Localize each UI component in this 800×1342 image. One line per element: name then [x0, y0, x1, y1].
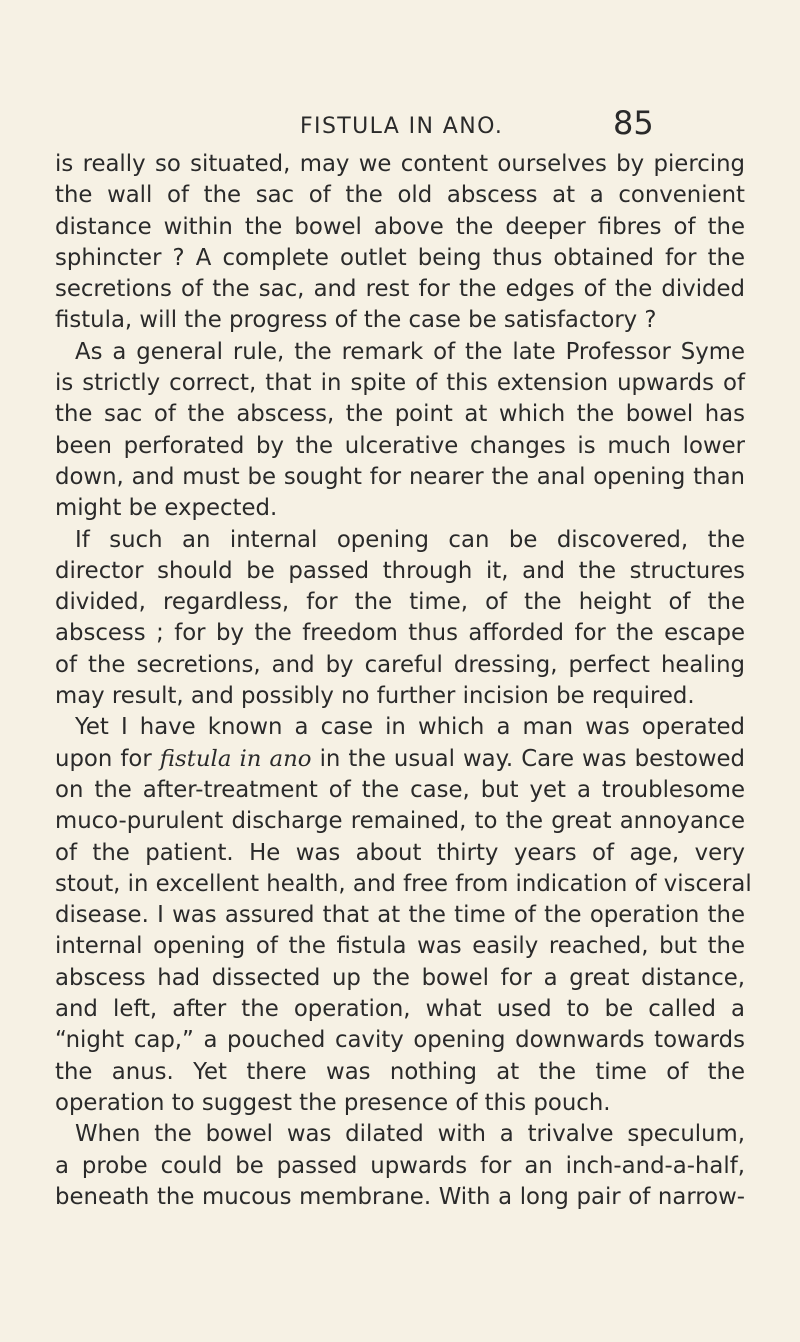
- text-line: secretions of the sac, and rest for the edges of the divided: [55, 276, 745, 303]
- text-line: divided, regardless, for the time, of the height of the: [55, 589, 745, 616]
- text-line: muco-purulent discharge remained, to the great annoyance: [55, 808, 745, 835]
- text-line: the sac of the abscess, the point at which the bowel has: [55, 401, 745, 428]
- text-line: the wall of the sac of the old abscess at a convenient: [55, 182, 745, 209]
- text-line: beneath the mucous membrane. With a long pair of narrow-: [55, 1183, 745, 1210]
- text-line: “night cap,” a pouched cavity opening downwards towards: [55, 1027, 745, 1054]
- text-line: been perforated by the ulcerative changes is much lower: [55, 432, 745, 459]
- text-line: distance within the bowel above the deeper fibres of the: [55, 213, 745, 240]
- text-line: fistula, will the progress of the case be satisfactory ?: [55, 307, 657, 334]
- text-line: is really so situated, may we content ourselves by piercing: [55, 151, 745, 177]
- text-line: the anus. Yet there was nothing at the time of the: [55, 1058, 745, 1085]
- text-line-mixed: [55, 744, 745, 775]
- text-fragment: in the usual way. Care was bestowed: [319, 745, 745, 772]
- text-line: of the secretions, and by careful dressing, perfect healing: [55, 651, 745, 678]
- text-line: disease. I was assured that at the time of the operation the: [55, 902, 745, 929]
- text-line: internal opening of the fistula was easily reached, but the: [55, 933, 745, 960]
- text-line: director should be passed through it, and the structures: [55, 557, 745, 584]
- text-line: is strictly correct, that in spite of this extension upwards of: [55, 370, 745, 397]
- text-line: When the bowel was dilated with a trivalve speculum,: [75, 1121, 745, 1148]
- latin-phrase: fistula in ano: [159, 745, 312, 772]
- text-line: and left, after the operation, what used to be called a: [55, 996, 745, 1023]
- text-line: operation to suggest the presence of this pouch.: [55, 1089, 611, 1116]
- text-line: Yet I have known a case in which a man was operated: [75, 714, 745, 741]
- text-line: sphincter ? A complete outlet being thus obtained for the: [55, 244, 745, 271]
- text-line: abscess ; for by the freedom thus afforded for the escape: [55, 620, 745, 647]
- text-line: If such an internal opening can be discovered, the: [75, 526, 745, 553]
- running-head: [235, 104, 775, 144]
- text-line: down, and must be sought for nearer the anal opening than: [55, 463, 745, 490]
- text-line: on the after-treatment of the case, but yet a troublesome: [55, 776, 745, 803]
- text-line: stout, in excellent health, and free from indication of visceral: [55, 870, 752, 897]
- page-number: 85: [613, 104, 654, 142]
- text-line: might be expected.: [55, 495, 278, 522]
- text-line: abscess had dissected up the bowel for a great distance,: [55, 964, 745, 991]
- text-line: may result, and possibly no further incision be required.: [55, 683, 695, 710]
- text-line: a probe could be passed upwards for an inch-and-a-half,: [55, 1152, 745, 1179]
- running-title: FISTULA IN ANO.: [300, 114, 504, 139]
- text-fragment: upon for: [55, 745, 152, 772]
- text-line: As a general rule, the remark of the late Professor Syme: [75, 338, 745, 365]
- text-line: of the patient. He was about thirty years of age, very: [55, 839, 745, 866]
- body-text: [55, 149, 752, 1213]
